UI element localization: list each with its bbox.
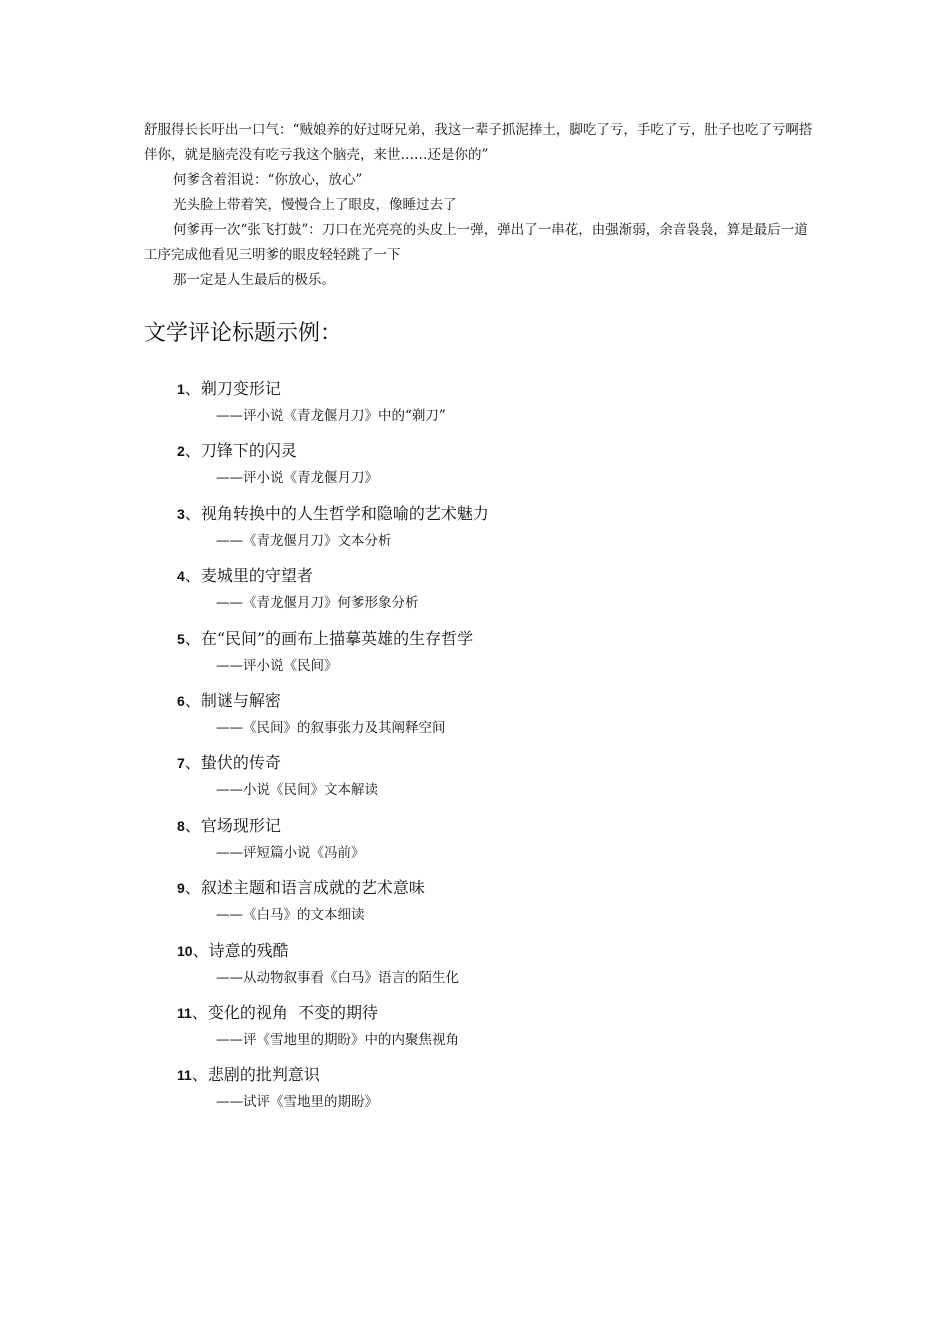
paragraph: 舒服得长长吁出一口气：“贼娘养的好过呀兄弟，我这一辈子抓泥捧土，脚吃了亏，手吃了亏，肚子也吃了亏啊搭伴你，就是脑壳没有吃亏我这个脑壳，来世……还是你的”: [144, 122, 813, 163]
list-item: [177, 1000, 817, 1062]
item-title: 在“民间”的画布上描摹英雄的生存哲学: [200, 628, 474, 648]
list-item: [177, 750, 817, 812]
item-title-line: [177, 938, 817, 964]
item-subtitle: ——评小说《民间》: [216, 657, 338, 674]
item-subtitle: ——《青龙偃月刀》何爹形象分析: [216, 595, 419, 612]
item-number: 11: [177, 1067, 192, 1084]
list-item: [177, 376, 817, 438]
item-subtitle: ——《白马》的文本细读: [216, 907, 365, 924]
section-heading: 文学评论标题示例：: [144, 321, 343, 346]
item-number: 4: [177, 568, 185, 585]
item-title: 制谜与解密: [200, 690, 281, 710]
item-title: 蛰伏的传奇: [200, 753, 281, 773]
title-example-list: [177, 376, 817, 1125]
list-item: [177, 875, 817, 937]
item-title-line: [177, 1000, 817, 1026]
item-title-line: [177, 563, 817, 589]
item-subtitle: ——评小说《青龙偃月刀》中的“剃刀”: [216, 408, 446, 424]
item-title-line: [177, 750, 817, 776]
item-title-line: [177, 1062, 817, 1088]
list-item: [177, 938, 817, 1000]
list-item: [177, 813, 817, 875]
item-title: 视角转换中的人生哲学和隐喻的艺术魅力: [200, 503, 489, 523]
item-number: 2: [177, 443, 185, 460]
item-subtitle: ——试评《雪地里的期盼》: [216, 1094, 378, 1111]
item-title-line: [177, 813, 817, 839]
item-title: 诗意的残酷: [208, 940, 289, 960]
item-title: 剃刀变形记: [200, 379, 281, 398]
item-subtitle: ——《民间》的叙事张力及其阐释空间: [216, 719, 446, 736]
item-separator: 、: [184, 379, 201, 398]
item-separator: 、: [184, 753, 201, 773]
item-separator: 、: [191, 1065, 208, 1085]
item-separator: 、: [184, 566, 201, 586]
item-title: 悲剧的批判意识: [207, 1065, 320, 1085]
item-title: 叙述主题和语言成就的艺术意味: [200, 878, 425, 898]
paragraph: 那一定是人生最后的极乐。: [173, 272, 335, 288]
item-title-line: [177, 438, 817, 464]
item-number: 9: [177, 880, 185, 897]
item-title-line: [177, 688, 817, 714]
item-separator: 、: [184, 815, 201, 835]
item-title-line: [177, 376, 817, 402]
item-number: 3: [177, 505, 185, 522]
item-number: 5: [177, 630, 185, 647]
list-item: [177, 563, 817, 625]
item-title: 刀锋下的闪灵: [200, 441, 297, 461]
item-separator: 、: [184, 690, 201, 710]
item-separator: 、: [184, 503, 201, 523]
item-separator: 、: [184, 878, 201, 898]
item-number: 11: [177, 1004, 192, 1021]
item-number: 6: [177, 692, 185, 709]
story-excerpt: [144, 118, 816, 293]
item-number: 8: [177, 817, 185, 834]
item-title: 麦城里的守望者: [200, 566, 313, 586]
item-subtitle: ——评《雪地里的期盼》中的内聚焦视角: [216, 1031, 459, 1048]
paragraph: 何爹再一次“张飞打鼓”：刀口在光亮亮的头皮上一弹，弹出了一串花，由强渐弱，余音袅袅，算是最后一道工序完成他看见三明爹的眼皮轻轻跳了一下: [144, 222, 808, 263]
item-subtitle: ——《青龙偃月刀》文本分析: [216, 532, 392, 549]
item-number: 1: [177, 381, 185, 397]
item-title: 变化的视角 不变的期待: [207, 1002, 379, 1022]
list-item: [177, 1062, 817, 1124]
list-item: [177, 626, 817, 688]
paragraph: 光头脸上带着笑，慢慢合上了眼皮，像睡过去了: [173, 197, 457, 213]
item-title: 官场现形记: [200, 815, 281, 835]
item-separator: 、: [184, 441, 201, 461]
item-number: 10: [177, 942, 193, 959]
item-title-line: [177, 626, 817, 652]
item-separator: 、: [184, 628, 201, 648]
item-subtitle: ——从动物叙事看《白马》语言的陌生化: [216, 969, 459, 986]
item-separator: 、: [191, 1002, 208, 1022]
item-separator: 、: [192, 940, 209, 960]
item-title-line: [177, 501, 817, 527]
list-item: [177, 688, 817, 750]
item-title-line: [177, 875, 817, 901]
list-item: [177, 501, 817, 563]
item-subtitle: ——小说《民间》文本解读: [216, 782, 378, 799]
item-number: 7: [177, 755, 185, 772]
list-item: [177, 438, 817, 500]
item-subtitle: ——评小说《青龙偃月刀》: [216, 470, 378, 487]
item-subtitle: ——评短篇小说《冯前》: [216, 844, 365, 861]
paragraph: 何爹含着泪说：“你放心，放心”: [173, 172, 363, 188]
